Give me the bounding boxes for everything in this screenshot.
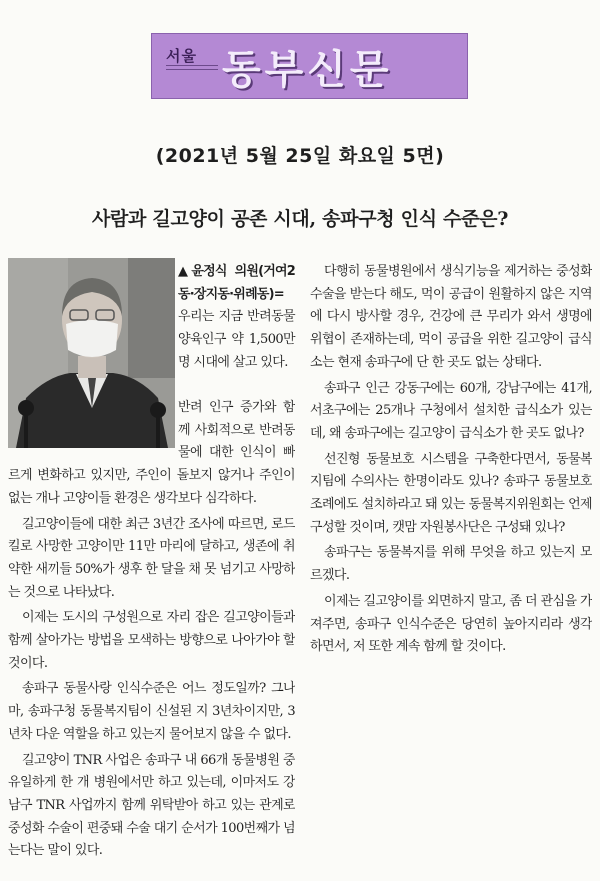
paragraph-7: 다행히 동물병원에서 생식기능을 제거하는 중성화 수술을 받는다 해도, 먹이 공급이 원활하지 않은 지역에 다시 방사할 경우, 건강에 큰 무리가 와서 생명에 위협이 존재하는데, 먹이 공급을 위한 길고양이 급식소는 현재 송파구에 단 한 곳도 없는 상태다. [310, 264, 592, 370]
article-intro [178, 261, 295, 375]
paragraph-5: 송파구 동물사랑 인식수준은 어느 정도일까? 그나마, 송파구청 동물복지팀이 신설된 지 3년차이지만, 3년차 다운 역할을 하고 있는지 물어보지 않을 수 없다. [8, 681, 295, 742]
paragraph-10: 송파구는 동물복지를 위해 무엇을 하고 있는지 모르겠다. [310, 545, 592, 584]
intro-text: 우리는 지금 반려동물 양육인구 약 1,500만명 시대에 살고 있다. [178, 309, 295, 370]
masthead-title: 동부신문 [222, 47, 393, 93]
paragraph-4: 이제는 도시의 구성원으로 자리 잡은 길고양이들과 함께 살아가는 방법을 모색하는 방향으로 나아가야 할 것이다. [8, 610, 295, 671]
article-headline: 사람과 길고양이 공존 시대, 송파구청 인식 수준은? [91, 208, 509, 230]
paragraph-3: 길고양이들에 대한 최근 3년간 조사에 따르면, 로드킬로 사망한 고양이만 11만 마리에 달하고, 생존에 취약한 새끼들 50%가 생후 한 달을 채 못 넘기고 사망하는 것으로 나타났다. [8, 516, 295, 600]
article-intro-column [178, 261, 295, 378]
newspaper-masthead [151, 33, 468, 99]
paragraph-8: 송파구 인근 강동구에는 60개, 강남구에는 41개, 서초구에는 25개나 구청에서 설치한 급식소가 있는데, 왜 송파구에는 길고양이 급식소가 한 곳도 없나? [310, 380, 592, 441]
paragraph-9: 선진형 동물보호 시스템을 구축한다면서, 동물복지팀에 수의사는 한명이라도 있나? 송파구 동물보호 조례에도 설치하라고 돼 있는 동물복지위원회는 언제 구성할 것이며, 캣맘 자원봉사단은 구성돼 있나? [310, 451, 592, 535]
author-byline: ▲윤정식 의원(거여2동·장지동·위례동)= [178, 264, 295, 302]
paragraph-6: 길고양이 TNR 사업은 송파구 내 66개 동물병원 중 유일하게 한 개 병원에서만 하고 있는데, 이마저도 강남구 TNR 사업까지 함께 위탁받아 하고 있는 관계로 중성화 수술이 편중돼 수술 대기 순서가 100번째가 넘는다는 말이 있다. [8, 752, 295, 859]
paragraph-2: 반려 인구 증가와 함께 사회적으로 반려동물에 대한 인식이 빠르게 변화하고 있지만, 주인이 돌보지 않거나 주인이 없는 개나 고양이들 환경은 생각보다 심각하다. [8, 400, 295, 506]
masthead-decoration [166, 65, 218, 70]
masthead-region: 서울 [166, 47, 197, 65]
paragraph-11: 이제는 길고양이를 외면하지 말고, 좀 더 관심을 가져주면, 송파구 인식수준은 당연히 높아지리라 생각하면서, 저 또한 계속 함께 할 것이다. [310, 593, 592, 655]
article-left-column [8, 397, 295, 875]
publication-date: (2021년 5월 25일 화요일 5면) [155, 145, 445, 167]
article-right-column [310, 261, 592, 875]
